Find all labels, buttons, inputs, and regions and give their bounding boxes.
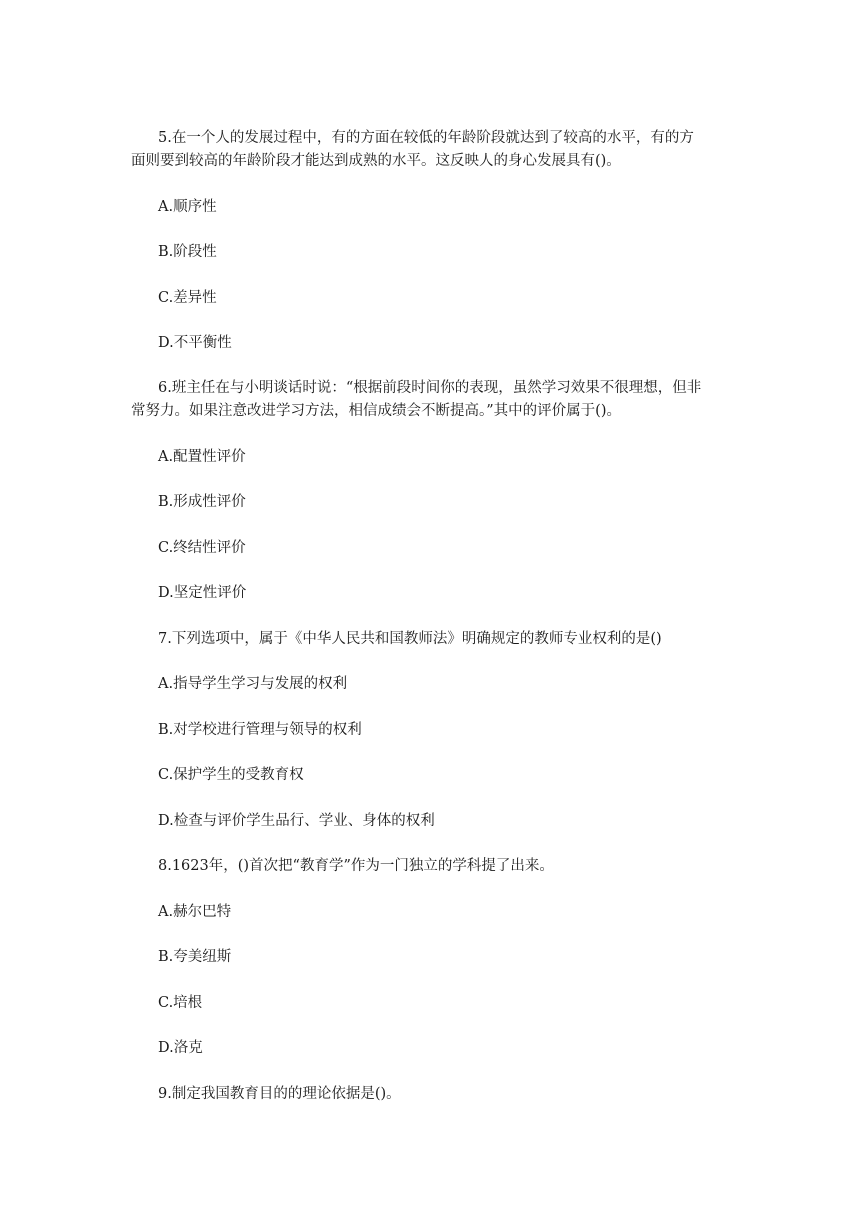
question-6-option-d: D.坚定性评价 bbox=[158, 585, 247, 601]
question-8-text-line-1: 8.1623年，()首次把“教育学”作为一门独立的学科提了出来。 bbox=[158, 858, 554, 874]
question-6-option-b: B.形成性评价 bbox=[158, 494, 246, 510]
question-9-text-line-1: 9.制定我国教育目的的理论依据是()。 bbox=[158, 1086, 401, 1102]
question-5-option-c: C.差异性 bbox=[158, 290, 217, 306]
question-7-option-b: B.对学校进行管理与领导的权利 bbox=[158, 722, 362, 738]
question-7-option-d: D.检查与评价学生品行、学业、身体的权利 bbox=[158, 813, 435, 829]
question-6-option-a: A.配置性评价 bbox=[158, 449, 246, 465]
question-5-text-line-2: 面则要到较高的年龄阶段才能达到成熟的水平。这反映人的身心发展具有()。 bbox=[131, 153, 621, 169]
question-7-text-line-1: 7.下列选项中，属于《中华人民共和国教师法》明确规定的教师专业权利的是() bbox=[158, 631, 662, 647]
question-5-option-a: A.顺序性 bbox=[158, 199, 217, 215]
question-8-option-a: A.赫尔巴特 bbox=[158, 904, 232, 920]
question-5-text-line-1: 5.在一个人的发展过程中，有的方面在较低的年龄阶段就达到了较高的水平，有的方 bbox=[158, 130, 694, 146]
question-8-option-d: D.洛克 bbox=[158, 1040, 203, 1056]
question-8-option-b: B.夸美纽斯 bbox=[158, 949, 232, 965]
question-8-option-c: C.培根 bbox=[158, 995, 203, 1011]
question-6-option-c: C.终结性评价 bbox=[158, 540, 246, 556]
question-7-option-a: A.指导学生学习与发展的权利 bbox=[158, 676, 348, 692]
question-6-text-line-2: 常努力。如果注意改进学习方法，相信成绩会不断提高。”其中的评价属于()。 bbox=[131, 403, 621, 419]
question-5-option-b: B.阶段性 bbox=[158, 244, 217, 260]
question-7-option-c: C.保护学生的受教育权 bbox=[158, 767, 304, 783]
question-5-option-d: D.不平衡性 bbox=[158, 335, 232, 351]
question-6-text-line-1: 6.班主任在与小明谈话时说：“根据前段时间你的表现，虽然学习效果不很理想，但非 bbox=[158, 380, 702, 396]
